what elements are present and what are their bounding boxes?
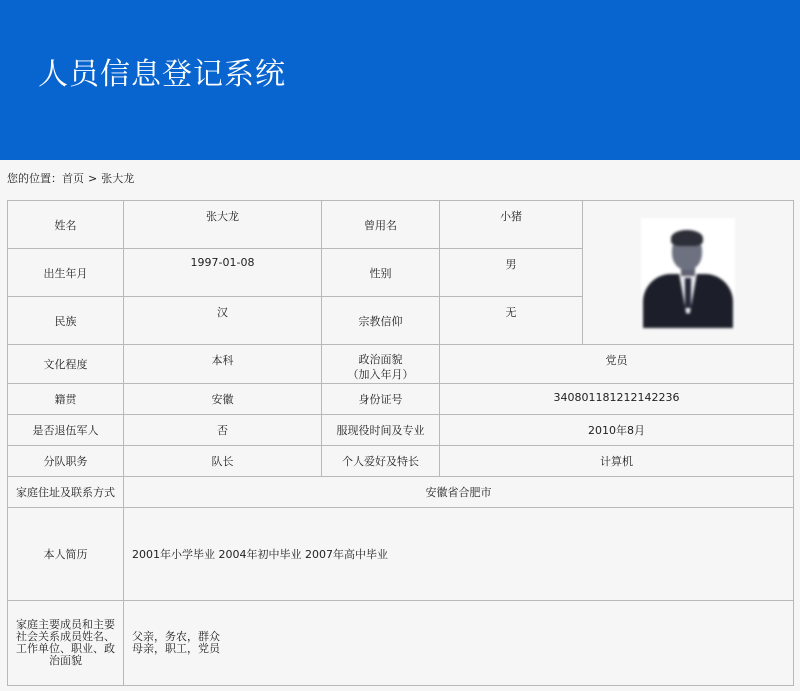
native-label: 籍贯 [8,384,124,415]
person-photo [641,218,735,328]
header-banner [0,0,800,160]
gender-label: 性别 [322,249,440,297]
page-title: 人员信息登记系统 [38,57,286,92]
veteran-value: 否 [124,415,322,446]
service-value: 2010年8月 [440,415,794,446]
political-label-line2: （加入年月） [347,368,414,381]
duty-label: 分队职务 [8,446,124,477]
resume-value: 2001年小学毕业 2004年初中毕业 2007年高中毕业 [124,508,794,601]
name-value: 张大龙 [124,201,322,249]
education-value: 本科 [124,345,322,384]
breadcrumb-current: 张大龙 [101,172,135,185]
duty-value: 队长 [124,446,322,477]
table-row [8,384,794,415]
photo-cell [583,201,794,345]
table-row [8,415,794,446]
breadcrumb-separator: > [88,172,98,185]
family-member-2: 母亲，职工，党员 [132,642,220,655]
table-row [8,201,794,249]
hobby-label: 个人爱好及特长 [322,446,440,477]
former-name-label: 曾用名 [322,201,440,249]
address-value: 安徽省合肥市 [124,477,794,508]
political-label [322,345,440,384]
name-label: 姓名 [8,201,124,249]
breadcrumb [0,160,800,200]
table-row [8,477,794,508]
religion-value: 无 [440,297,583,345]
table-row [8,601,794,686]
table-row [8,508,794,601]
family-value [124,601,794,686]
table-row [8,345,794,384]
address-label: 家庭住址及联系方式 [8,477,124,508]
table-row [8,446,794,477]
person-info-table [7,200,794,686]
political-label-line1: 政治面貌 [358,353,403,366]
ethnicity-value: 汉 [124,297,322,345]
family-member-1: 父亲，务农，群众 [132,630,220,643]
education-label: 文化程度 [8,345,124,384]
birth-label: 出生年月 [8,249,124,297]
veteran-label: 是否退伍军人 [8,415,124,446]
service-label: 服现役时间及专业 [322,415,440,446]
id-number-label: 身份证号 [322,384,440,415]
id-number-value: 340801181212142236 [440,384,794,415]
breadcrumb-prefix: 您的位置： [7,172,62,185]
family-label: 家庭主要成员和主要社会关系成员姓名、工作单位、职业、政治面貌 [8,601,124,686]
gender-value: 男 [440,249,583,297]
ethnicity-label: 民族 [8,297,124,345]
breadcrumb-home-link[interactable]: 首页 [62,172,84,185]
political-value: 党员 [440,345,794,384]
birth-value: 1997-01-08 [124,249,322,297]
resume-label: 本人简历 [8,508,124,601]
hobby-value: 计算机 [440,446,794,477]
former-name-value: 小猪 [440,201,583,249]
religion-label: 宗教信仰 [322,297,440,345]
native-value: 安徽 [124,384,322,415]
